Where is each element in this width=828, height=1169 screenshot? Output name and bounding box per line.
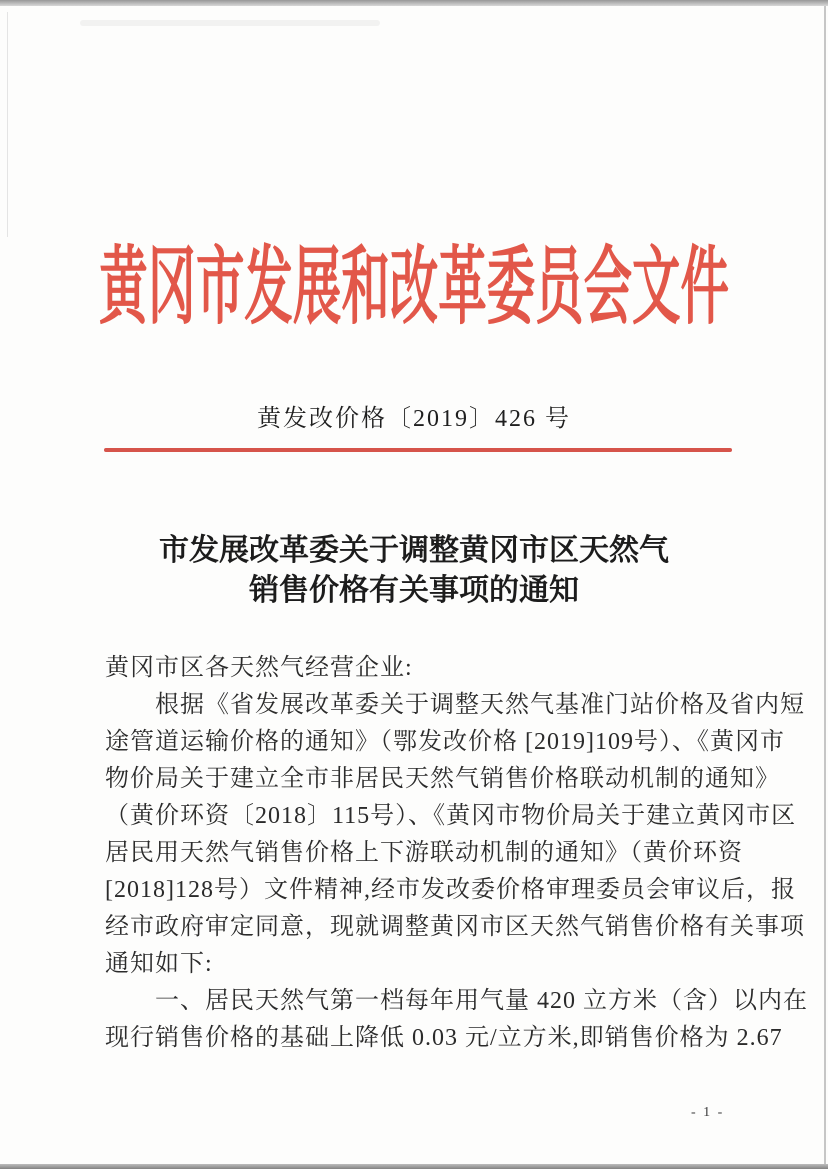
body-line: 通知如下:: [105, 951, 213, 977]
document-body: [105, 650, 808, 1057]
body-line: （黄价环资〔2018〕115号）、《黄冈市物价局关于建立黄冈市区: [105, 803, 797, 829]
body-line: 居民用天然气销售价格上下游联动机制的通知》（黄价环资: [105, 840, 743, 866]
body-line: 根据《省发展改革委关于调整天然气基准门站价格及省内短: [105, 692, 805, 718]
scan-edge-bottom: [0, 1164, 828, 1169]
document-title-line-2: 销售价格有关事项的通知: [249, 574, 579, 607]
body-line: 途管道运输价格的通知》（鄂发改价格 [2019]109号）、《黄冈市: [105, 729, 785, 755]
document-number: 黄发改价格〔2019〕426 号: [257, 406, 571, 432]
scan-smudge: [80, 20, 380, 26]
page-number: - 1 -: [691, 1105, 725, 1120]
body-line-item-one: 一、居民天然气第一档每年用气量 420 立方米（含）以内在: [105, 988, 808, 1014]
body-line-salutation: 黄冈市区各天然气经营企业:: [105, 655, 413, 681]
scan-edge-top: [0, 0, 828, 6]
document-title: [0, 531, 828, 611]
body-line: 现行销售价格的基础上降低 0.03 元/立方米,即销售价格为 2.67: [105, 1025, 783, 1051]
document-title-line-1: 市发展改革委关于调整黄冈市区天然气: [159, 534, 669, 567]
agency-header-title: 黄冈市发展和改革委员会文件: [99, 241, 729, 335]
body-line: 经市政府审定同意，现就调整黄冈市区天然气销售价格有关事项: [105, 914, 805, 940]
scan-edge-left: [7, 12, 8, 237]
body-line: [2018]128号）文件精神,经市发改委价格审理委员会审议后，报: [105, 877, 796, 903]
red-divider-line: [104, 448, 732, 452]
body-line: 物价局关于建立全市非居民天然气销售价格联动机制的通知》: [105, 766, 780, 792]
